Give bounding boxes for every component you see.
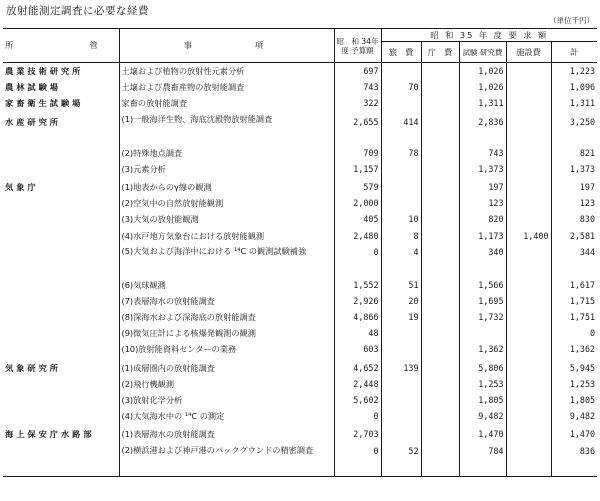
table-row	[3, 112, 597, 145]
travel-cell: 414	[381, 112, 421, 145]
budget34-cell: 322	[334, 95, 381, 111]
travel-cell	[381, 341, 421, 357]
office-cell	[421, 358, 459, 376]
table-row	[3, 325, 597, 341]
agency-cell	[3, 309, 119, 325]
facility-cell	[506, 95, 551, 111]
table-row	[3, 358, 597, 376]
total-cell: 1,751	[551, 309, 597, 325]
research-cell: 9,482	[459, 408, 506, 424]
total-cell: 5,945	[551, 358, 597, 376]
research-cell: 784	[459, 443, 506, 477]
agency-cell: 農業技術研究所	[5, 66, 84, 76]
office-cell	[421, 309, 459, 325]
research-cell: 1,695	[459, 293, 506, 309]
facility-cell	[506, 244, 551, 277]
facility-cell	[506, 112, 551, 145]
office-cell	[421, 228, 459, 244]
item-cell: (2)空気中の自然放射能観測	[119, 195, 334, 211]
office-cell	[421, 211, 459, 227]
item-cell: (3)元素分析	[119, 161, 334, 177]
item-cell: (2)飛行機観測	[119, 376, 334, 392]
research-cell: 5,806	[459, 358, 506, 376]
header-agency: 所 管	[3, 29, 119, 63]
table-row	[3, 309, 597, 325]
header-facility: 施設費	[506, 42, 551, 63]
office-cell	[421, 95, 459, 111]
total-cell: 123	[551, 195, 597, 211]
total-cell: 9,482	[551, 408, 597, 424]
item-cell: (4)水戸地方気象台における放射能観測	[119, 228, 334, 244]
table-row	[3, 79, 597, 95]
facility-cell	[506, 293, 551, 309]
total-cell: 1,373	[551, 161, 597, 177]
total-cell: 1,715	[551, 293, 597, 309]
table-row	[3, 376, 597, 392]
item-cell: (1)表層海水の放射能調査	[119, 424, 334, 442]
travel-cell	[381, 408, 421, 424]
item-cell: (10)放射能資料センターの業務	[119, 341, 334, 357]
table-row	[3, 443, 597, 477]
item-cell: (4)大気海水中の ¹⁴C の測定	[119, 408, 334, 424]
item-cell: (3)放射化学分析	[119, 392, 334, 408]
total-cell: 1,805	[551, 392, 597, 408]
travel-cell: 8	[381, 228, 421, 244]
budget34-cell: 4,652	[334, 358, 381, 376]
table-row	[3, 424, 597, 442]
facility-cell	[506, 177, 551, 195]
agency-cell	[3, 195, 119, 211]
budget34-cell: 0	[334, 244, 381, 277]
item-cell: (7)表層海水の放射能調査	[119, 293, 334, 309]
agency-cell	[3, 408, 119, 424]
table-row	[3, 277, 597, 293]
facility-cell	[506, 145, 551, 161]
travel-cell: 139	[381, 358, 421, 376]
facility-cell	[506, 325, 551, 341]
item-cell: (1)一般海洋生物、海底沈殿物放射能調査	[119, 112, 334, 145]
travel-cell	[381, 325, 421, 341]
agency-cell	[3, 145, 119, 161]
agency-cell	[3, 228, 119, 244]
item-cell: (5)大気および海洋中における ¹⁴C の観測試験補強	[119, 244, 334, 277]
total-cell: 830	[551, 211, 597, 227]
total-cell: 1,362	[551, 341, 597, 357]
office-cell	[421, 376, 459, 392]
agency-cell: 農林試験場	[5, 82, 61, 93]
table-row	[3, 195, 597, 211]
travel-cell	[381, 424, 421, 442]
unit-label: （単位千円）	[549, 16, 594, 25]
facility-cell	[506, 358, 551, 376]
facility-cell	[506, 161, 551, 177]
travel-cell	[381, 195, 421, 211]
table-row	[3, 244, 597, 277]
budget34-cell: 697	[334, 63, 381, 80]
facility-cell	[506, 277, 551, 293]
table-row	[3, 177, 597, 195]
table-row	[3, 145, 597, 161]
travel-cell: 70	[381, 79, 421, 95]
table-row	[3, 63, 597, 80]
office-cell	[421, 63, 459, 80]
agency-cell	[3, 341, 119, 357]
budget34-cell: 2,000	[334, 195, 381, 211]
budget34-cell: 1,157	[334, 161, 381, 177]
office-cell	[421, 244, 459, 277]
table-row	[3, 161, 597, 177]
budget34-cell: 743	[334, 79, 381, 95]
budget34-cell: 2,448	[334, 376, 381, 392]
total-cell: 1,223	[551, 63, 597, 80]
office-cell	[421, 424, 459, 442]
travel-cell: 4	[381, 244, 421, 277]
agency-cell	[3, 244, 119, 277]
agency-cell: 水産研究所	[5, 116, 61, 127]
budget34-cell: 579	[334, 177, 381, 195]
research-cell: 123	[459, 195, 506, 211]
facility-cell	[506, 79, 551, 95]
facility-cell	[506, 392, 551, 408]
budget34-cell: 5,602	[334, 392, 381, 408]
research-cell: 1,373	[459, 161, 506, 177]
facility-cell	[506, 424, 551, 442]
travel-cell	[381, 63, 421, 80]
research-cell: 1,362	[459, 341, 506, 357]
agency-cell	[3, 293, 119, 309]
agency-cell: 気象庁	[5, 181, 39, 192]
header-research: 試験 研究費	[459, 42, 506, 63]
office-cell	[421, 177, 459, 195]
total-cell: 2,581	[551, 228, 597, 244]
research-cell: 1,026	[459, 63, 506, 80]
travel-cell: 19	[381, 309, 421, 325]
research-cell: 1,470	[459, 424, 506, 442]
table-row	[3, 211, 597, 227]
office-cell	[421, 145, 459, 161]
travel-cell	[381, 95, 421, 111]
facility-cell	[506, 211, 551, 227]
travel-cell: 20	[381, 293, 421, 309]
office-cell	[421, 392, 459, 408]
table-row	[3, 408, 597, 424]
office-cell	[421, 408, 459, 424]
agency-cell	[3, 392, 119, 408]
travel-cell	[381, 392, 421, 408]
research-cell: 743	[459, 145, 506, 161]
facility-cell	[506, 376, 551, 392]
page-title: 放射能測定調査に必要な経費	[6, 5, 149, 17]
agency-cell	[3, 376, 119, 392]
research-cell	[459, 325, 506, 341]
total-cell: 344	[551, 244, 597, 277]
header-office: 庁 費	[421, 42, 459, 63]
research-cell: 1,026	[459, 79, 506, 95]
total-cell: 3,250	[551, 112, 597, 145]
budget34-cell: 2,926	[334, 293, 381, 309]
office-cell	[421, 341, 459, 357]
travel-cell: 10	[381, 211, 421, 227]
travel-cell	[381, 177, 421, 195]
office-cell	[421, 112, 459, 145]
item-cell: (6)気球観測	[119, 277, 334, 293]
travel-cell	[381, 376, 421, 392]
agency-cell: 海上保安庁水路部	[5, 429, 95, 440]
header-budget34: 昭 和 34年度 予算額	[334, 29, 381, 63]
facility-cell	[506, 63, 551, 80]
budget34-cell: 2,703	[334, 424, 381, 442]
agency-cell: 家畜衛生試験場	[5, 98, 84, 109]
total-cell: 197	[551, 177, 597, 195]
facility-cell	[506, 195, 551, 211]
budget34-cell: 1,552	[334, 277, 381, 293]
facility-cell	[506, 341, 551, 357]
travel-cell	[381, 161, 421, 177]
research-cell: 1,732	[459, 309, 506, 325]
agency-cell	[3, 325, 119, 341]
office-cell	[421, 195, 459, 211]
total-cell: 1,617	[551, 277, 597, 293]
research-cell: 1,311	[459, 95, 506, 111]
agency-cell	[3, 161, 119, 177]
facility-cell: 1,400	[506, 228, 551, 244]
item-cell: (1)成層圏内の放射能調査	[119, 358, 334, 376]
office-cell	[421, 325, 459, 341]
facility-cell	[506, 408, 551, 424]
research-cell: 1,805	[459, 392, 506, 408]
budget34-cell: 405	[334, 211, 381, 227]
total-cell: 1,253	[551, 376, 597, 392]
total-cell: 0	[551, 325, 597, 341]
budget34-cell: 0	[334, 408, 381, 424]
facility-cell	[506, 443, 551, 477]
item-cell: (3)大気の放射能観測	[119, 211, 334, 227]
budget34-cell: 48	[334, 325, 381, 341]
total-cell: 1,470	[551, 424, 597, 442]
table-row	[3, 341, 597, 357]
item-cell: (2)横浜港および神戸港のバックグウンドの精密調査	[119, 443, 334, 477]
research-cell: 2,836	[459, 112, 506, 145]
research-cell: 820	[459, 211, 506, 227]
item-cell: 土壌および植物の放射性元素分析	[119, 63, 334, 80]
travel-cell: 78	[381, 145, 421, 161]
table-row	[3, 293, 597, 309]
item-cell: (9)微気圧計による核爆発観測の観測	[119, 325, 334, 341]
item-cell: (1)地表からのγ線の観測	[119, 177, 334, 195]
total-cell: 836	[551, 443, 597, 477]
facility-cell	[506, 309, 551, 325]
total-cell: 1,096	[551, 79, 597, 95]
item-cell: 土壌および農畜産物の放射能調査	[119, 79, 334, 95]
research-cell: 340	[459, 244, 506, 277]
office-cell	[421, 443, 459, 477]
budget34-cell: 2,480	[334, 228, 381, 244]
expense-table	[3, 28, 597, 477]
office-cell	[421, 293, 459, 309]
table-row	[3, 95, 597, 111]
total-cell: 1,311	[551, 95, 597, 111]
total-cell: 821	[551, 145, 597, 161]
item-cell: (8)深海水および深海底の放射能調査	[119, 309, 334, 325]
header-request35: 昭 和 35 年 度 要 求 額	[381, 29, 597, 42]
item-cell: 家畜の放射能調査	[119, 95, 334, 111]
agency-cell	[3, 211, 119, 227]
travel-cell: 52	[381, 443, 421, 477]
table-row	[3, 228, 597, 244]
office-cell	[421, 277, 459, 293]
header-travel: 旅 費	[381, 42, 421, 63]
budget34-cell: 709	[334, 145, 381, 161]
agency-cell	[3, 443, 119, 477]
budget34-cell: 603	[334, 341, 381, 357]
travel-cell: 51	[381, 277, 421, 293]
budget34-cell: 4,866	[334, 309, 381, 325]
header-item: 事 項	[119, 29, 334, 63]
research-cell: 1,253	[459, 376, 506, 392]
research-cell: 1,566	[459, 277, 506, 293]
office-cell	[421, 161, 459, 177]
research-cell: 1,173	[459, 228, 506, 244]
agency-cell	[3, 277, 119, 293]
header-total: 計	[551, 42, 597, 63]
table-row	[3, 392, 597, 408]
budget34-cell: 2,655	[334, 112, 381, 145]
office-cell	[421, 79, 459, 95]
agency-cell: 気象研究所	[5, 362, 61, 373]
research-cell: 197	[459, 177, 506, 195]
item-cell: (2)特殊地点調査	[119, 145, 334, 161]
budget34-cell: 0	[334, 443, 381, 477]
